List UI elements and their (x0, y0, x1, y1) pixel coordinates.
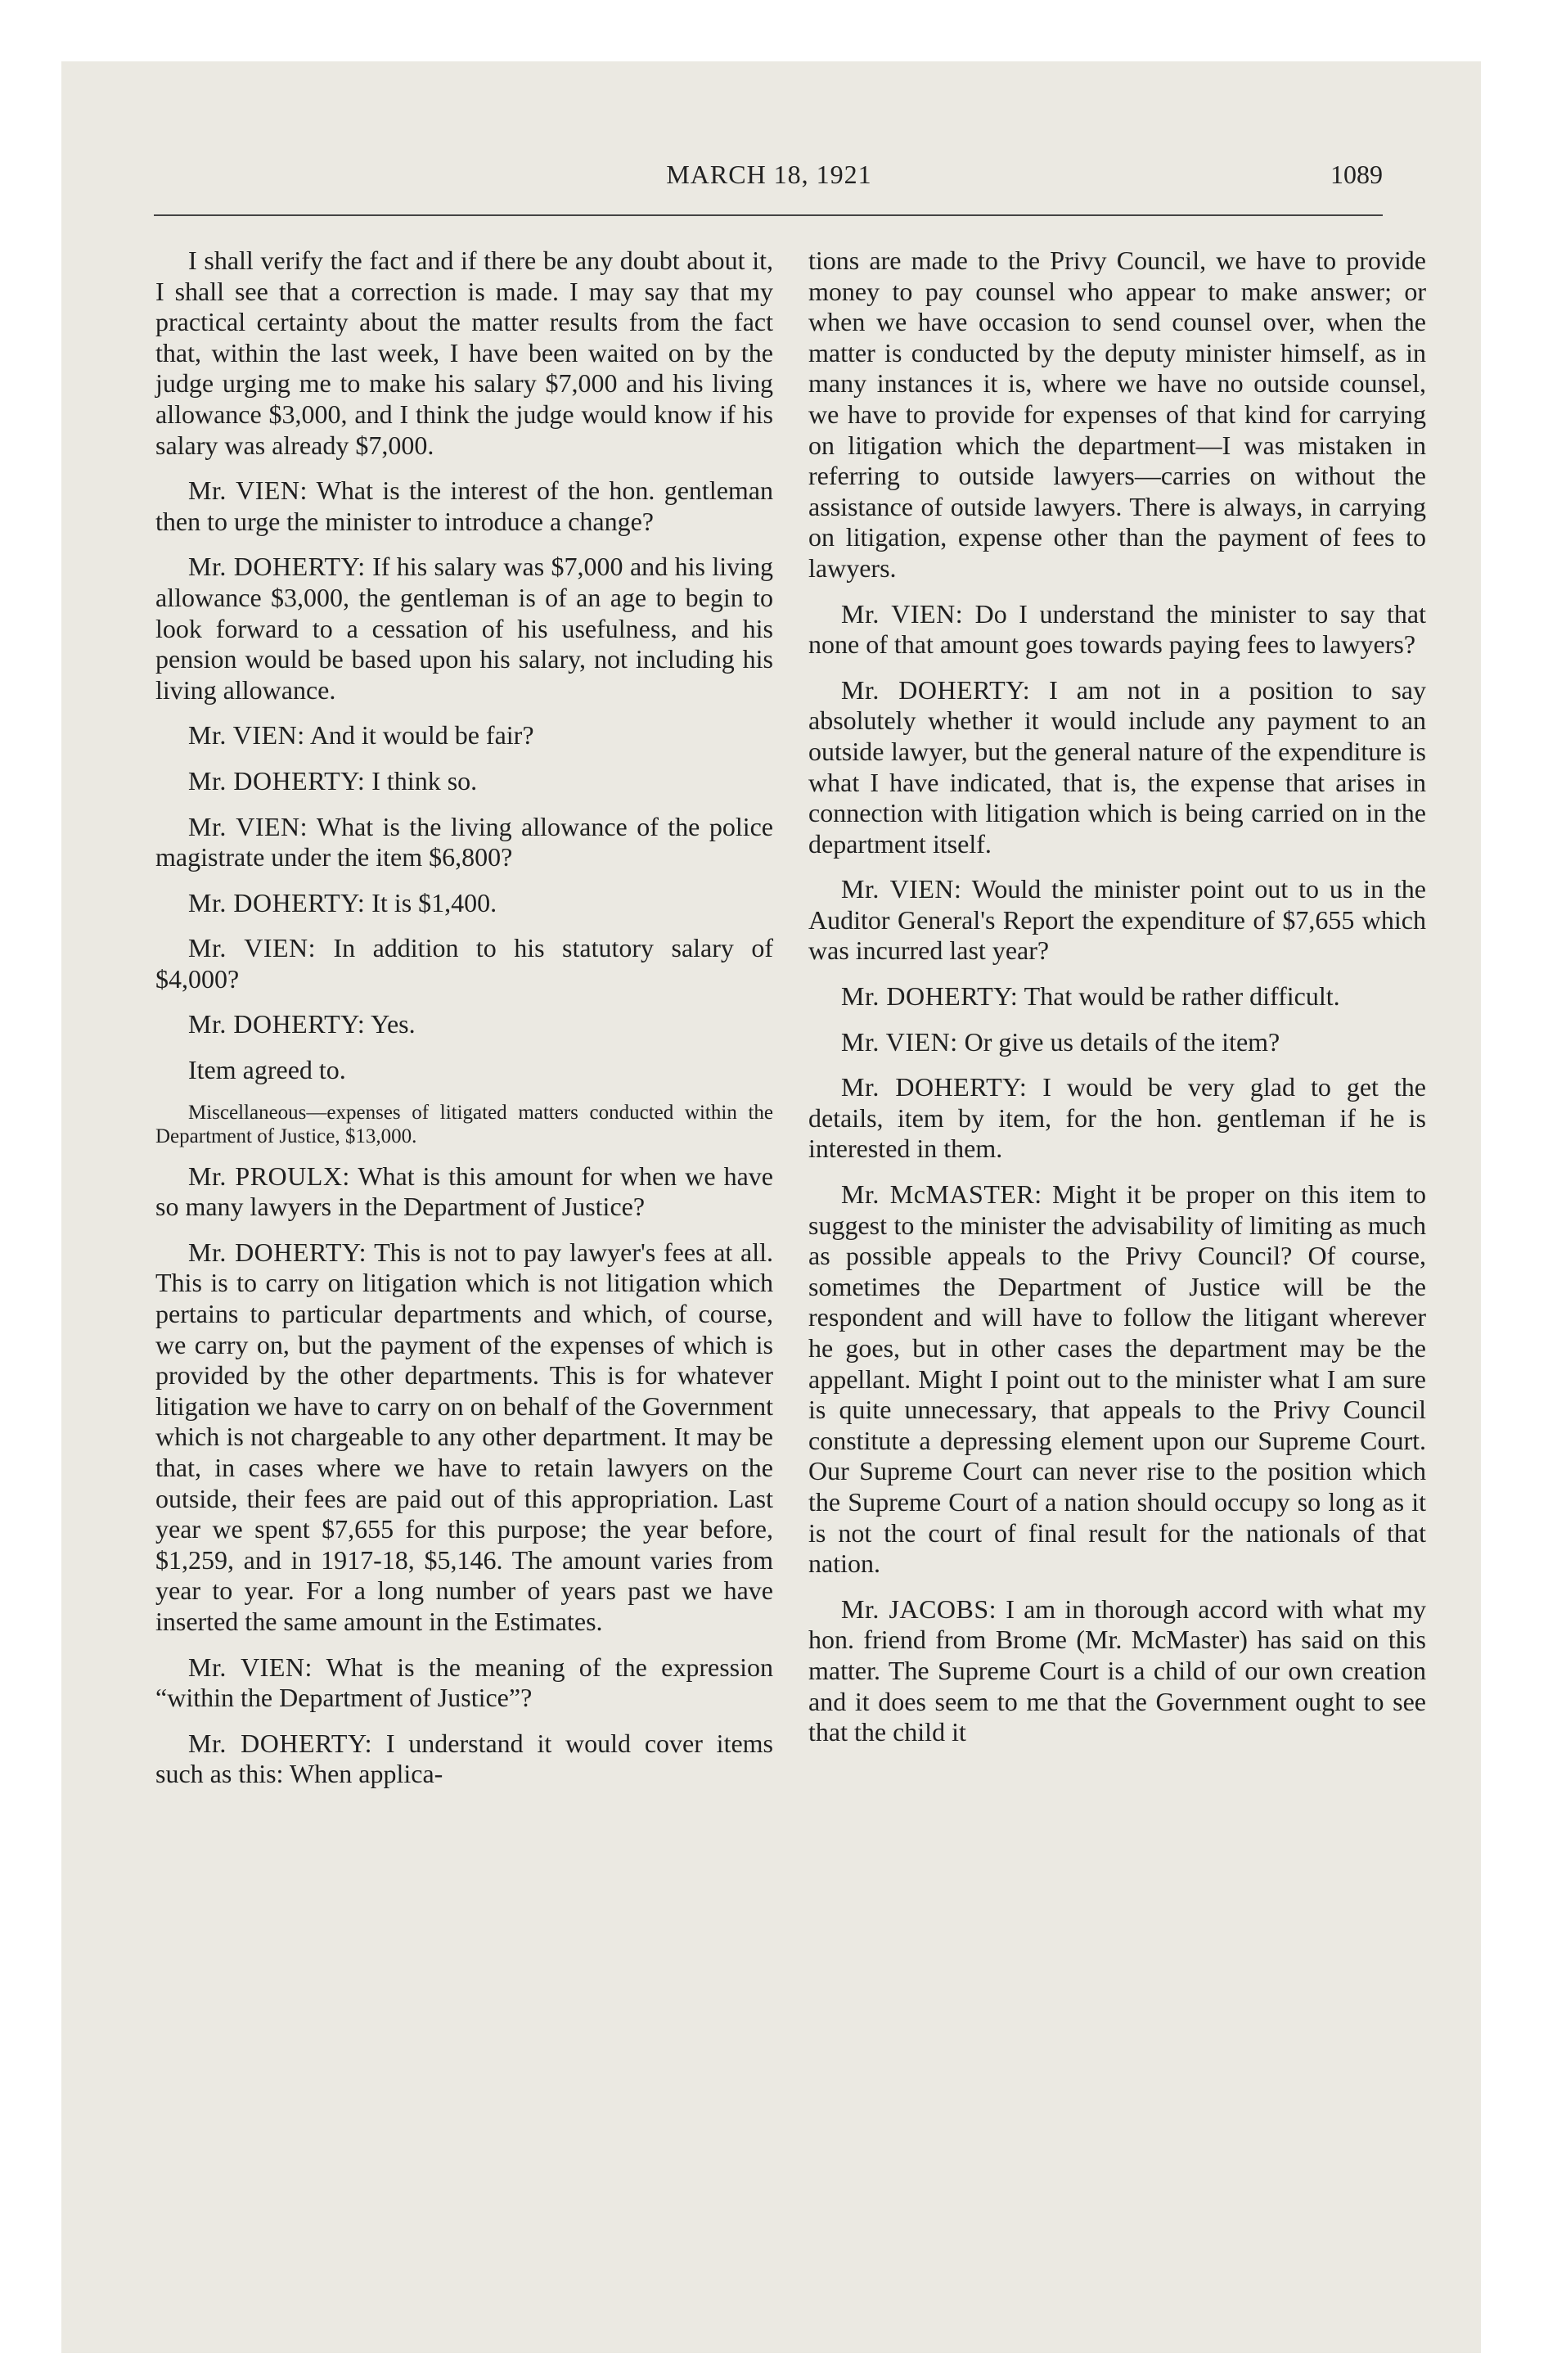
paragraph-text: Might it be proper on this item to suggest to the minister the advisability of limiting as much as possible appeals to the Privy Council? Of course, sometimes the Department of Justice will be the respondent and will have to follow the litigant wherever he goes, but in other cases the department may be the appellant. Might I point out to the minister what I am sure is quite unnecessary, that appeals to the Privy Council constitute a depressing element upon our Supreme Court. Our Supreme Court can never rise to the position which the Supreme Court of a nation should occupy so long as it is not the court of final result for the nationals of that nation. (808, 1179, 1426, 1579)
paragraph-text: Or give us details of the item? (957, 1026, 1280, 1057)
speaker-name: Mr. DOHERTY: (841, 981, 1019, 1012)
paragraph (155, 552, 773, 705)
speaker-name: Mr. DOHERTY: (841, 1072, 1028, 1102)
paragraph-text: Would the minister point out to us in the Auditor General's Report the expenditure of $7,655 which was incurred last year? (808, 874, 1427, 966)
left-column (155, 246, 773, 1805)
paragraph-text: Miscellaneous—expenses of litigated matters conducted within the Department of Justice, $13,000. (155, 1101, 773, 1147)
paragraph (155, 766, 773, 797)
paragraph-text: I would be very glad to get the details, item by item, for the hon. gentleman if he is interested in them. (808, 1072, 1426, 1164)
paragraph-text: I am not in a position to say absolutely whether it would include any payment to an outside lawyer, but the general nature of the expenditure is what I have indicated, that is, the expense that arises in connection with litigation which is being carried on in the department itself. (808, 674, 1427, 859)
paragraph (155, 812, 773, 873)
paragraph (155, 1652, 773, 1714)
page-header (155, 160, 1383, 192)
paragraph (808, 599, 1426, 660)
speaker-name: Mr. DOHERTY: (188, 887, 366, 917)
paragraph-text: What is the living allowance of the police magistrate under the item $6,800? (155, 811, 774, 872)
paragraph-text: Yes. (365, 1009, 416, 1039)
paragraph-text: tions are made to the Privy Council, we have to provide money to pay counsel who appear to make answer; or when we have occasion to send counsel over, when the matter is conducted by the deputy minister himself, as in many instances it is, where we have no outside counsel, we have to provide for expenses of that kind for carrying on litigation which the department—I was mistaken in referring to outside lawyers—carries on without the assistance of outside lawyers. There is always, in carrying on litigation, expense other than the payment of fees to lawyers. (808, 246, 1426, 583)
running-title: MARCH 18, 1921 (666, 160, 872, 189)
paragraph-text: I am in thorough accord with what my hon. friend from Brome (Mr. McMaster) has said on this matter. The Supreme Court is a child of our own creation and it does seem to me that the Government ought to see that the child it (808, 1593, 1427, 1747)
speaker-name: Mr. VIEN: (188, 811, 308, 841)
speaker-name: Mr. DOHERTY: (841, 674, 1031, 705)
paragraph (808, 675, 1426, 860)
paragraph-text: In addition to his statutory salary of $4,000? (155, 933, 774, 994)
paragraph-text: If his salary was $7,000 and his living allowance $3,000, the gentleman is of an age to begin to look forward to a cessation of his usefulness, and his pension would be based upon his salary, not including his living allowance. (155, 552, 774, 705)
paragraph (808, 1027, 1426, 1058)
speaker-name: Mr. DOHERTY: (188, 1728, 373, 1758)
paragraph (808, 981, 1426, 1012)
header-rule (154, 214, 1383, 216)
paragraph (808, 1179, 1426, 1580)
paragraph-text: Item agreed to. (188, 1055, 346, 1085)
paragraph-text: And it would be fair? (304, 720, 534, 751)
paragraph-text: That would be rather difficult. (1018, 981, 1340, 1012)
speaker-name: Mr. DOHERTY: (188, 1237, 367, 1267)
paragraph-text: It is $1,400. (365, 887, 497, 917)
speaker-name: Mr. VIEN: (841, 1026, 958, 1057)
paragraph-text: I understand it would cover items such as this: When applica- (155, 1728, 774, 1789)
page-number: 1089 (1330, 160, 1383, 189)
speaker-name: Mr. VIEN: (841, 598, 964, 629)
paragraph-text: I shall verify the fact and if there be any doubt about it, I shall see that a correction is made. I may say that my practical certainty about the matter results from the fact that, within the last week, I have been waited on by the judge urging me to make his salary $7,000 and his living allowance $3,000, and I think the judge would know if his salary was already $7,000. (155, 246, 773, 460)
item-heading (155, 1101, 773, 1148)
paragraph (155, 1729, 773, 1790)
paragraph (155, 1055, 773, 1086)
speaker-name: Mr. VIEN: (188, 933, 317, 963)
speaker-name: Mr. VIEN: (188, 476, 308, 506)
paragraph (155, 246, 773, 461)
paragraph-text: I think so. (365, 765, 478, 796)
paragraph (808, 1072, 1426, 1165)
paragraph-text: Do I understand the minister to say that none of that amount goes towards paying fees to lawyers? (808, 598, 1427, 660)
paragraph-text: What is this amount for when we have so many lawyers in the Department of Justice? (155, 1161, 774, 1222)
speaker-name: Mr. DOHERTY: (188, 1009, 366, 1039)
speaker-name: Mr. VIEN: (188, 720, 305, 751)
paragraph (155, 888, 773, 919)
speaker-name: Mr. McMASTER: (841, 1179, 1042, 1210)
paragraph (155, 1009, 773, 1040)
paragraph (808, 874, 1426, 967)
paragraph-text: This is not to pay lawyer's fees at all. This is to carry on litigation which is not litigation which pertains to particular departments and which, of course, we carry on, but the payment of the expenses of which is provided by the other departments. This is for whatever litigation we have to carry on on behalf of the Government which is not chargeable to any other department. It may be that, in cases where we have to retain lawyers on the outside, their fees are paid out of this appropriation. Last year we spent $7,655 for this purpose; the year before, $1,259, and in 1917-18, $5,146. The amount varies from year to year. For a long number of years past we have inserted the same amount in the Estimates. (155, 1237, 774, 1636)
speaker-name: Mr. VIEN: (188, 1652, 313, 1682)
speaker-name: Mr. VIEN: (841, 874, 962, 904)
speaker-name: Mr. JACOBS: (841, 1593, 997, 1624)
paragraph (808, 246, 1426, 584)
right-column (808, 246, 1426, 1763)
speaker-name: Mr. DOHERTY: (188, 765, 366, 796)
paragraph (155, 1161, 773, 1223)
paragraph (808, 1594, 1426, 1748)
paragraph (155, 933, 773, 994)
paragraph (155, 1237, 773, 1638)
speaker-name: Mr. DOHERTY: (188, 552, 366, 582)
paragraph-text: What is the interest of the hon. gentleman then to urge the minister to introduce a change? (155, 476, 774, 536)
speaker-name: Mr. PROULX: (188, 1161, 350, 1191)
paragraph (155, 476, 773, 537)
paragraph (155, 720, 773, 751)
paragraph-text: What is the meaning of the expression “within the Department of Justice”? (155, 1652, 774, 1713)
